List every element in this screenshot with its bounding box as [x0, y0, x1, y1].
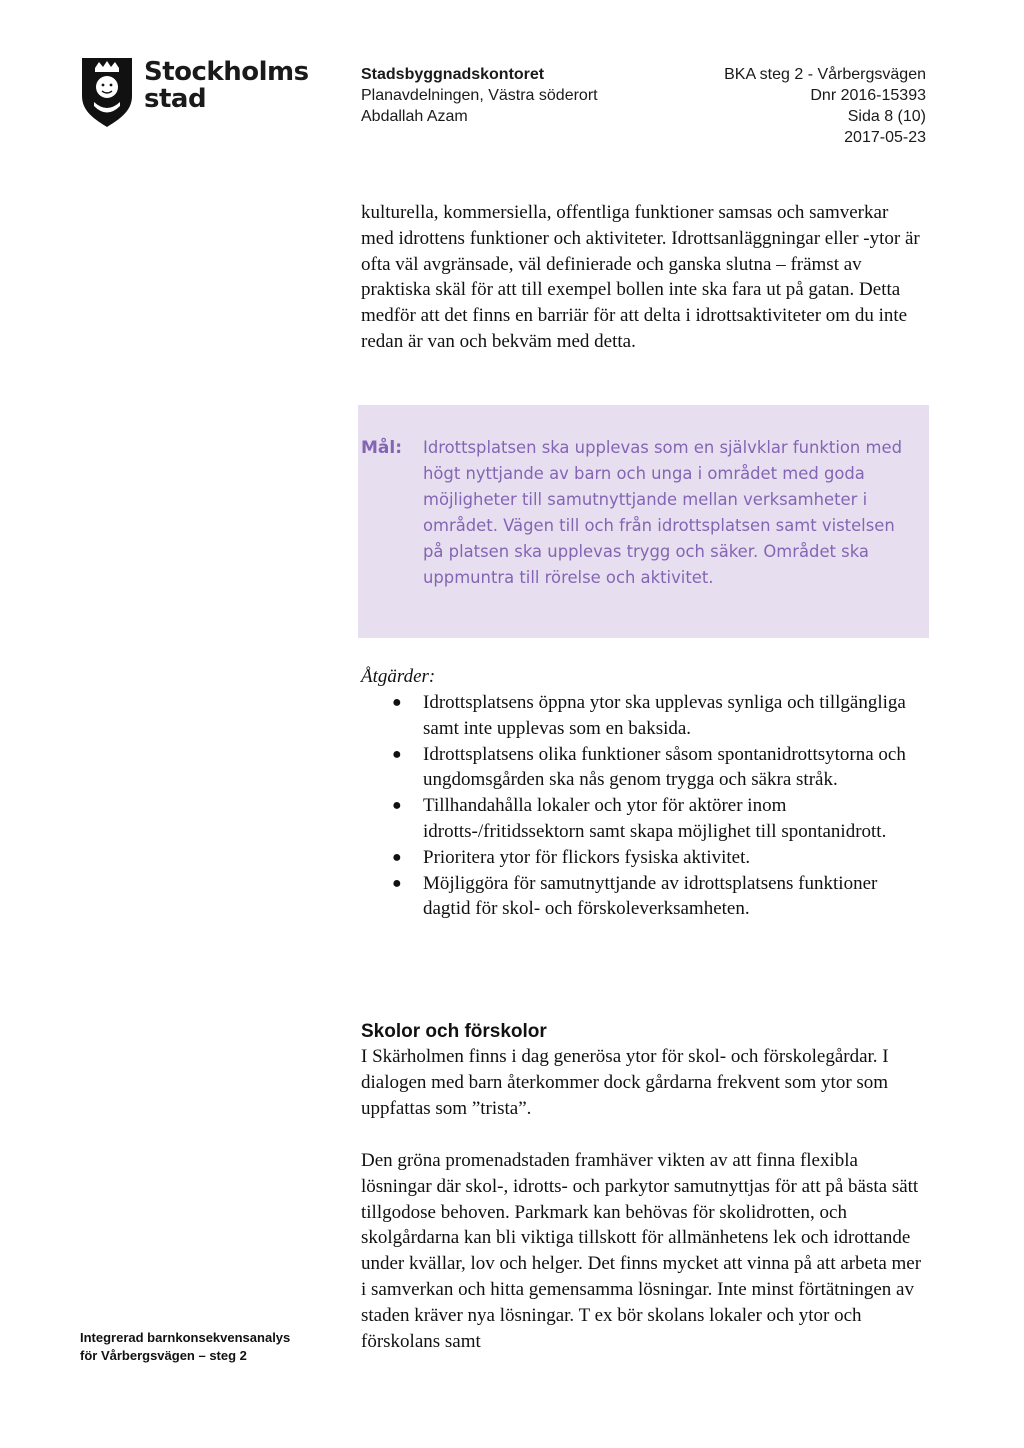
intro-paragraph: kulturella, kommersiella, offentliga funktioner samsas och samverkar med idrottens funktioner och aktiviteter. Idrottsanläggningar eller -ytor är ofta väl avgränsade, väl definierade och ganska slutna – främst av praktiska skäl för att till exempel bollen inte ska fara ut på gatan. Detta medför att det finns en barriär för att delta i idrottsaktiviteter om du inte redan är van och bekväm med detta.	[361, 202, 920, 352]
goal-box	[358, 405, 929, 638]
bullet-icon: ●	[392, 694, 402, 711]
bullet-icon: ●	[392, 848, 402, 866]
list-item-text: Idrottsplatsens olika funktioner såsom spontanidrottsytorna och ungdomsgården ska nås genom trygga och säkra stråk.	[423, 743, 906, 791]
list-item	[361, 845, 921, 871]
list-item-text: Tillhandahålla lokaler och ytor för aktörer inom idrotts-/fritidssektorn samt skapa möjlighet till spontanidrott.	[423, 795, 887, 842]
bullet-icon: ●	[392, 745, 402, 763]
logo-wordmark-line1: Stockholms	[144, 57, 309, 87]
list-item	[361, 742, 921, 794]
actions-list	[361, 690, 921, 922]
bullet-icon: ●	[392, 874, 402, 892]
list-item-text: Prioritera ytor för flickors fysiska aktivitet.	[423, 846, 751, 868]
header-sender	[361, 64, 598, 127]
actions-heading: Åtgärder:	[361, 666, 436, 687]
footer-line1: Integrerad barnkonsekvensanalys	[80, 1330, 291, 1345]
document-number: Dnr 2016-15393	[810, 87, 926, 104]
section-heading: Skolor och förskolor	[361, 1021, 547, 1042]
document-date: 2017-05-23	[844, 129, 926, 146]
bullet-icon: ●	[392, 797, 402, 815]
department: Stadsbyggnadskontoret	[361, 66, 545, 83]
section-paragraph-2: Den gröna promenadstaden framhäver vikten av att finna flexibla lösningar där skol-, idrotts- och parkytor samutnyttjas för att på bästa sätt tillgodose behoven. Parkmark kan behövas för skolidrotten, och skolgårdarna kan bli viktiga tillskott för allmänhetens lek och idrottande under kvällar, lov och helger. Det finns mycket att vinna på att arbeta mer i samverkan och hitta gemensamma lösningar. Inte minst förtätningen av staden kräver nya lösningar. T ex bör skolans lokaler och ytor och förskolans samt	[361, 1150, 922, 1352]
city-crest-icon	[80, 56, 134, 128]
project-title: BKA steg 2 - Vårbergsvägen	[724, 66, 926, 83]
footer	[80, 1329, 290, 1365]
section-paragraph-1: I Skärholmen finns i dag generösa ytor för skol- och förskolegårdar. I dialogen med barn återkommer dock gårdarna frekvent som ytor som uppfattas som ”trista”.	[361, 1046, 889, 1119]
header-meta	[724, 64, 926, 148]
page-number: Sida 8 (10)	[847, 108, 926, 125]
logo-wordmark-line2: stad	[144, 84, 207, 114]
list-item	[361, 690, 921, 742]
division: Planavdelningen, Västra söderort	[361, 87, 598, 104]
goal-label: Mål:	[361, 438, 403, 458]
list-item-text: Idrottsplatsens öppna ytor ska upplevas synliga och tillgängliga samt inte upplevas som en baksida.	[423, 692, 906, 739]
list-item	[361, 793, 921, 845]
footer-line2: för Vårbergsvägen – steg 2	[80, 1348, 247, 1363]
stockholm-logo	[80, 56, 309, 128]
goal-text: Idrottsplatsen ska upplevas som en självklar funktion med högt nyttjande av barn och unga i området med goda möjligheter till samutnyttjande mellan verksamheter i området. Vägen till och från idrottsplatsen samt vistelsen på platsen ska upplevas trygg och säker. Området ska uppmuntra till rörelse och aktivitet.	[423, 438, 902, 587]
list-item	[361, 871, 921, 923]
author: Abdallah Azam	[361, 108, 468, 125]
list-item-text: Möjliggöra för samutnyttjande av idrottsplatsens funktioner dagtid för skol- och förskoleverksamheten.	[423, 872, 878, 920]
